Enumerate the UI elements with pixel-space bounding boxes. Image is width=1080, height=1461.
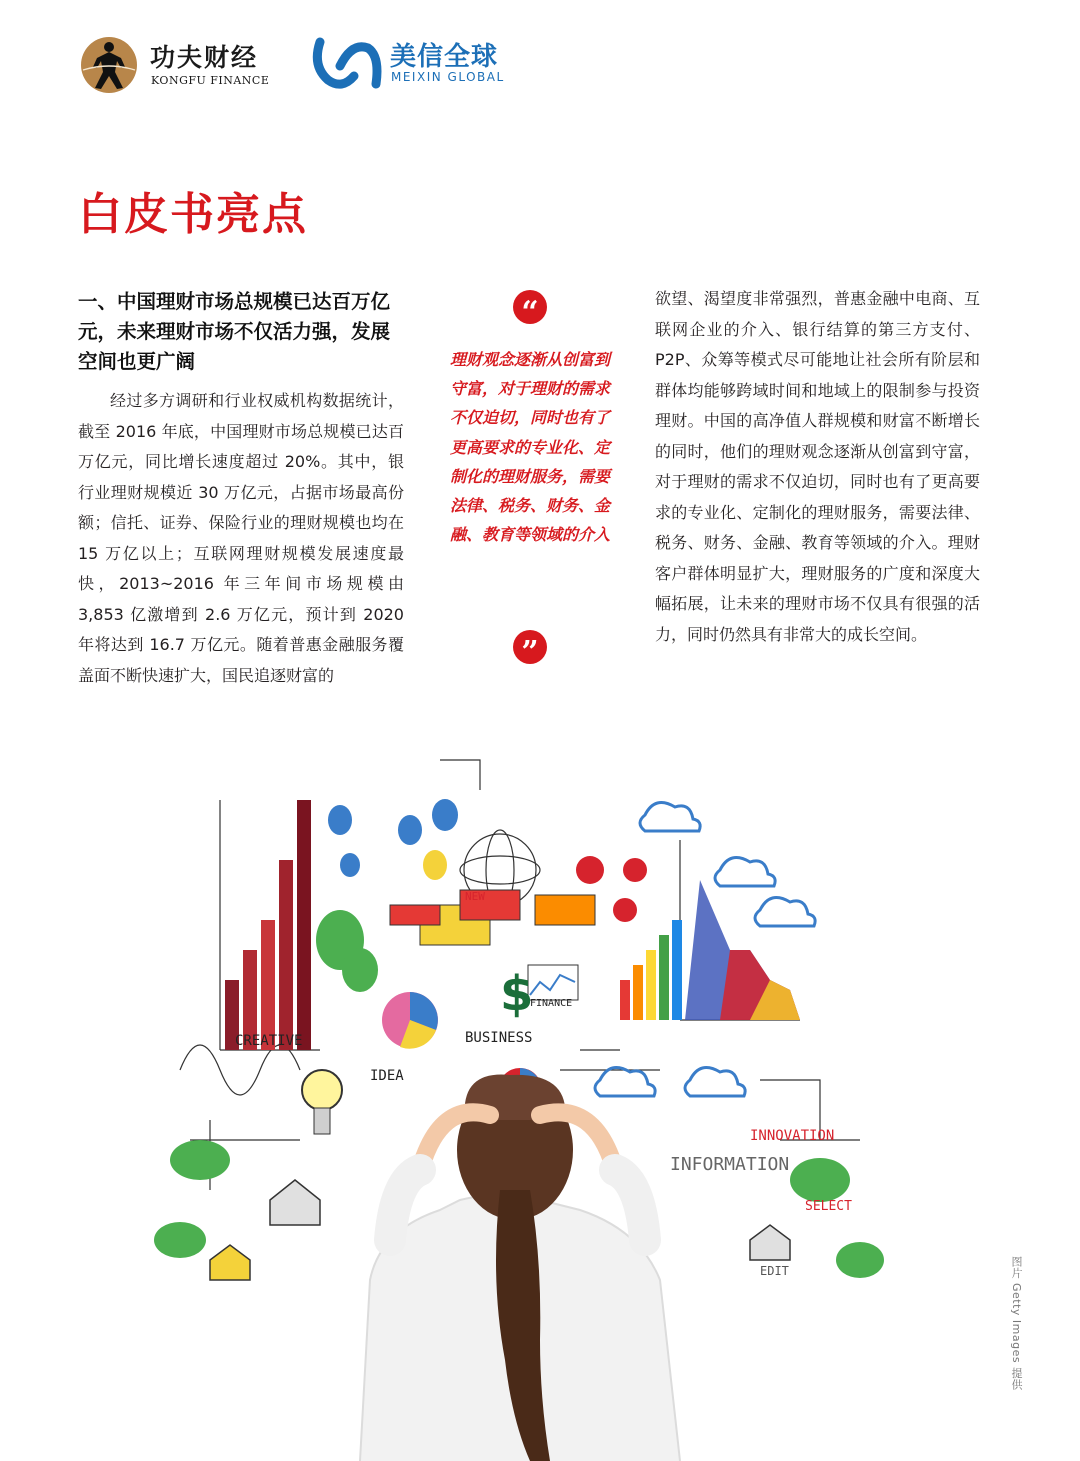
kongfu-finance-name: 功夫财经 xyxy=(150,43,259,72)
section-heading: 一、中国理财市场总规模已达百万亿元，未来理财市场不仅活力强，发展空间也更广阔 xyxy=(78,290,391,373)
meixin-logo-icon xyxy=(310,36,384,92)
close-quote-icon: ” xyxy=(513,630,547,664)
left-column-body: 经过多方调研和行业权威机构数据统计，截至 2016 年底，中国理财市场总规模已达百万亿元，同比增长速度超过 20%。其中，银行业理财规模近 30 万亿元，占据市场最高份额；信托、证券、保险行业的理财规模也均在 15 万亿以上；互联网理财规模发展速度最快，2013~2016 年三年间市场规模由 3,853 亿激增到 2.6 万亿元，预计到 2020 年将达到 16.7 万亿元。随着普惠金融服务覆盖面不断快速扩大，国民追逐财富的 xyxy=(78,391,404,685)
photo-credit: 图片 Getty Images 提供 xyxy=(1010,1256,1023,1391)
open-quote-icon: “ xyxy=(513,290,547,324)
meixin-global-name: 美信全球 xyxy=(390,42,499,72)
page-title: 白皮书亮点 xyxy=(78,189,308,240)
header xyxy=(78,30,578,100)
kongfu-finance-subtitle: KONGFU FINANCE xyxy=(151,74,270,87)
right-column-body: 欲望、渴望度非常强烈，普惠金融中电商、互联网企业的介入、银行结算的第三方支付、P2P、众筹等模式尽可能地让社会所有阶层和群体均能够跨域时间和地域上的限制参与投资理财。中国的高净值人群规模和财富不断增长的同时，他们的理财观念逐渐从创富到守富，对于理财的需求不仅迫切，同时也有了更高要求的专业化、定制化的理财服务，需要法律、税务、财务、金融、教育等领域的介入。理财客户群体明显扩大，理财服务的广度和深度大幅拓展，让未来的理财市场不仅具有很强的活力，同时仍然具有非常大的成长空间。 xyxy=(655,289,980,644)
meixin-global-subtitle: MEIXIN GLOBAL xyxy=(391,70,505,84)
kongfu-logo-icon xyxy=(78,34,140,94)
pull-quote-text: 理财观念逐渐从创富到守富，对于理财的需求不仅迫切，同时也有了更高要求的专业化、定制化的理财服务，需要法律、税务、财务、金融、教育等领域的介入 xyxy=(449,350,610,545)
business-doodle-illustration xyxy=(60,720,980,1461)
